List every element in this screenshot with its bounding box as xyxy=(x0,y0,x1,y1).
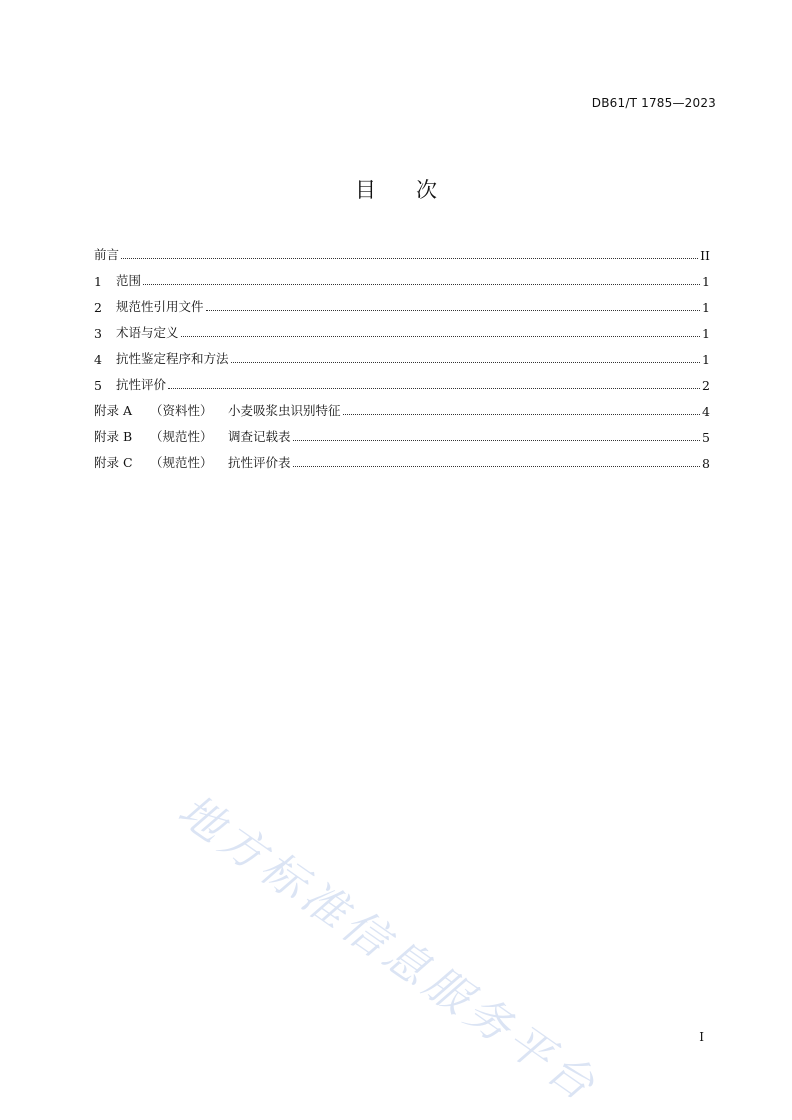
toc-page-number: II xyxy=(700,248,710,263)
dot-leader xyxy=(231,361,700,363)
toc-page-number: 5 xyxy=(702,430,710,445)
toc-entry-number: 5 xyxy=(94,378,102,393)
title-char-1: 目 xyxy=(355,178,376,202)
dot-leader xyxy=(206,309,700,311)
toc-entry-label: 前言 xyxy=(94,247,120,262)
dot-leader xyxy=(293,465,700,467)
toc-page-number: 2 xyxy=(702,378,710,393)
toc-entry-appendix-b[interactable] xyxy=(94,419,710,445)
appendix-label: 附录 A xyxy=(94,403,133,418)
toc-entry-number: 2 xyxy=(94,300,102,315)
watermark: 地方标准信息服务平台 xyxy=(168,784,608,1114)
toc-entry-label: 抗性鉴定程序和方法 xyxy=(116,351,229,366)
dot-leader xyxy=(121,257,698,259)
toc-page-number: 8 xyxy=(702,456,710,471)
toc-entry-number: 1 xyxy=(94,274,102,289)
toc-entry-label: 范围 xyxy=(116,273,142,288)
toc-entry-appendix-a[interactable] xyxy=(94,393,710,419)
standard-code: DB61/T 1785—2023 xyxy=(591,96,716,110)
page-number: I xyxy=(699,1030,704,1044)
toc-page-number: 4 xyxy=(702,404,710,419)
appendix-type: （规范性） xyxy=(150,455,213,470)
appendix-title: 抗性评价表 xyxy=(228,455,291,470)
toc-entry-scope[interactable] xyxy=(94,263,710,289)
dot-leader xyxy=(168,387,700,389)
toc-page-number: 1 xyxy=(702,326,710,341)
title-char-2: 次 xyxy=(416,178,437,202)
dot-leader xyxy=(343,413,700,415)
toc-entry-label: 术语与定义 xyxy=(116,325,179,340)
appendix-type: （资料性） xyxy=(150,403,213,418)
toc-entry-appendix-c[interactable] xyxy=(94,445,710,471)
toc-entry-foreword[interactable] xyxy=(94,237,710,263)
toc-entry-evaluation[interactable] xyxy=(94,367,710,393)
table-of-contents xyxy=(94,237,710,471)
toc-entry-terms[interactable] xyxy=(94,315,710,341)
appendix-label: 附录 C xyxy=(94,455,133,470)
toc-entry-label: 抗性评价 xyxy=(116,377,167,392)
toc-page-number: 1 xyxy=(702,274,710,289)
toc-entry-normative-references[interactable] xyxy=(94,289,710,315)
dot-leader xyxy=(181,335,700,337)
toc-entry-label: 规范性引用文件 xyxy=(116,299,204,314)
toc-entry-number: 4 xyxy=(94,352,102,367)
toc-page-number: 1 xyxy=(702,300,710,315)
appendix-title: 调查记载表 xyxy=(228,429,291,444)
toc-entry-methods[interactable] xyxy=(94,341,710,367)
page-title xyxy=(0,174,792,204)
appendix-type: （规范性） xyxy=(150,429,213,444)
toc-page-number: 1 xyxy=(702,352,710,367)
toc-entry-number: 3 xyxy=(94,326,102,341)
dot-leader xyxy=(143,283,700,285)
appendix-label: 附录 B xyxy=(94,429,133,444)
dot-leader xyxy=(293,439,700,441)
appendix-title: 小麦吸浆虫识别特征 xyxy=(228,403,341,418)
